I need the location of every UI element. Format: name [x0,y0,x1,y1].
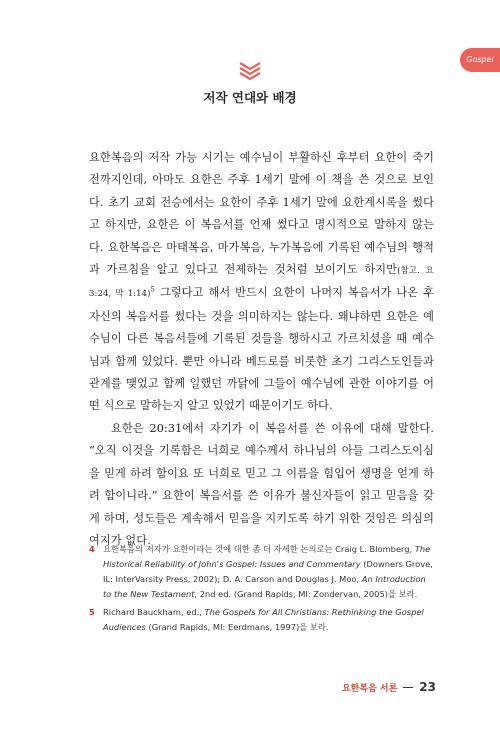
footnote-number: 5 [89,607,95,617]
body-text [89,147,434,552]
chevron-ornament-icon [238,60,262,80]
footnote-4 [89,542,434,602]
footnotes [89,542,434,638]
paragraph-2: 요한은 20:31에서 자기가 이 복음서를 쓴 이유에 대해 말한다. “오직 이것을 기록함은 너희로 예수께서 하나님의 아들 그리스도이심을 믿게 하려 함이요 또 너희로 믿고 그 이름을 힘입어 생명을 얻게 하려 함이니라.” 요한이 복음서를 쓴 이유가 불신자들이 읽고 믿음을 갖게 하며, 성도들은 계속해서 믿음을 지키도록 하기 위한 것임은 의심의 여지가 없다. [89,421,434,547]
paragraph-1 [89,147,434,418]
running-title: 요한복음 서론 [341,683,398,694]
footnote-text: Richard Bauckham, ed., The Gospels for All Christians: Rethinking the Gospel Audiences (Grand Rapids, MI: Eerdmans, 1997)을 보라. [103,607,424,632]
section-title: 저작 연대와 배경 [203,90,297,105]
footnote-5 [89,605,434,635]
footnote-ref-5[interactable]: 5 [150,285,156,294]
footer-divider [403,687,413,688]
footnote-text: 요한복음의 저자가 요한이라는 것에 대한 좀 더 자세한 논의로는 Craig L. Blomberg, The Historical Reliability of John's Gospel: Issues and Commentary (Downers Grove, IL: InterVarsity Press, 2002); D. A. Carson and Douglas J. Moo, An Introduction to the New Testament, 2nd ed. (Grand Rapids, MI: Zondervan, 2005)을 보라. [103,544,433,599]
paragraph-1-part-a: 요한복음의 저작 가능 시기는 예수님이 부활하신 후부터 요한이 죽기 전까지인데, 아마도 요한은 주후 1세기 말에 이 책을 쓴 것으로 보인다. 초기 교회 전승에서는 요한이 주후 1세기 말에 요한계시록을 썼다고 하지만, 요한은 이 복음서를 언제 썼다고 명시적으로 말하지 않는다. 요한복음은 마태복음, 마가복음, 누가복음에 기록된 예수님의 행적과 가르침을 알고 있다고 전제하는 것처럼 보이기도 하지만 [89,151,434,277]
page-footer [342,680,436,694]
scripture-citation: (참고. 요 3:24, 막 1:14) [89,266,434,300]
footnote-number: 4 [89,544,95,554]
page-number: 23 [419,680,436,694]
chapter-tab: Gospel [460,48,500,72]
paragraph-1-part-b: 그렇다고 해서 반드시 요한이 나머지 복음서가 나온 후 자신의 복음서를 썼다는 것을 의미하지는 않는다. 왜냐하면 요한은 예수님이 다른 복음서들에 기록된 것들을 행하시고 가르치셨을 때 예수님과 함께 있었다. 뿐만 아니라 베드로를 비롯한 초기 그리스도인들과 관계를 맺었고 함께 일했던 까닭에 그들이 예수님에 관한 이야기를 어떤 식으로 말하는지 알고 있었기 때문이기도 하다. [89,286,434,413]
